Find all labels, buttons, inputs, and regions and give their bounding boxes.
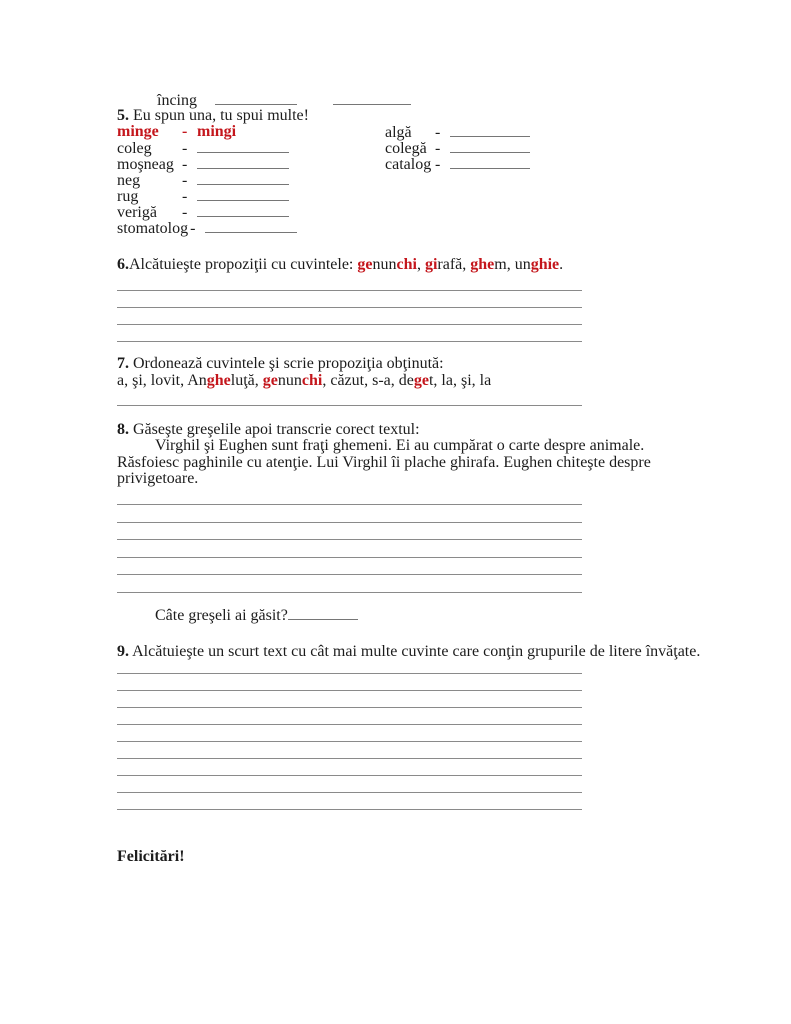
answer-blank: [288, 607, 358, 620]
text-segment: nun: [277, 372, 302, 389]
plural-row: [385, 156, 530, 172]
intro-word: încing: [157, 92, 197, 109]
plural-row: [385, 140, 530, 156]
text-segment: ghe: [470, 256, 495, 273]
text-segment: 5.: [117, 107, 129, 124]
example-plural: mingi: [197, 123, 237, 140]
text-segment: Ordonează cuvintele şi scrie propoziţia obţinută:: [129, 355, 444, 372]
answer-blank: [450, 140, 530, 153]
text-segment: ge: [262, 372, 278, 389]
singular-word: stomatolog: [117, 220, 189, 237]
text-segment: chi: [301, 372, 323, 389]
answer-blank: [205, 220, 297, 233]
exercise9-answer-lines: [117, 657, 582, 810]
dash: -: [182, 188, 188, 205]
text-segment: luţă,: [230, 372, 263, 389]
dash: -: [190, 220, 196, 237]
answer-line: [117, 558, 582, 576]
mistake-count-question: Câte greşeli ai găsit?: [155, 606, 288, 624]
answer-line: [117, 488, 582, 506]
singular-word: neg: [117, 172, 141, 189]
plural-row: [117, 188, 587, 204]
answer-blank: [215, 92, 297, 105]
answer-line: [117, 691, 582, 708]
text-segment: ge: [413, 372, 429, 389]
dash: -: [182, 172, 188, 189]
intro-row: [117, 92, 587, 108]
exercise8-text-line: privigetoare.: [117, 470, 199, 487]
answer-line: [117, 291, 582, 308]
answer-blank: [197, 204, 289, 217]
text-segment: chi: [396, 256, 417, 273]
text-segment: , un: [506, 256, 531, 273]
plural-row: [117, 204, 587, 220]
answer-line: [117, 725, 582, 742]
text-segment: ge: [357, 256, 373, 273]
answer-line: [117, 523, 582, 541]
plural-row: [117, 220, 587, 236]
congratulations-message: Felicitări!: [117, 847, 185, 865]
answer-line: [117, 708, 582, 725]
dash: -: [182, 204, 188, 221]
dash: -: [182, 156, 188, 173]
exercise7-heading: [117, 355, 587, 372]
answer-line: [117, 308, 582, 325]
text-segment: gi: [424, 256, 438, 273]
text-segment: , căzut, s-a, de: [322, 372, 414, 389]
dash: -: [182, 123, 188, 140]
answer-blank: [333, 92, 411, 105]
text-segment: Alcătuieşte un scurt text cu cât mai multe cuvinte care conţin grupurile de litere învăţate.: [129, 642, 701, 660]
text-segment: t, la, şi, la: [428, 372, 492, 389]
singular-word: rug: [117, 188, 139, 205]
answer-blank: [450, 156, 530, 169]
exercise5-right-column: [385, 124, 530, 172]
plural-row: [117, 172, 587, 188]
exercise7-answer-lines: [117, 389, 582, 406]
text-segment: 9.: [117, 642, 129, 660]
text-segment: 7.: [117, 355, 129, 372]
answer-line: [117, 674, 582, 691]
answer-line: [117, 325, 582, 342]
exercise8-text-line: Virghil şi Eughen sunt fraţi ghemeni. Ei au cumpărat o carte despre animale.: [155, 437, 645, 454]
exercise6-answer-lines: [117, 274, 582, 342]
answer-blank: [197, 156, 289, 169]
example-singular: minge: [117, 123, 159, 140]
singular-word: coleg: [117, 140, 152, 157]
text-segment: a, şi, lovit, An: [117, 372, 207, 389]
exercise5-word-list: [117, 124, 587, 236]
answer-blank: [450, 124, 530, 137]
exercise6-heading: [117, 256, 587, 274]
text-segment: Găseşte greşelile apoi transcrie corect textul:: [129, 421, 420, 438]
dash: -: [182, 140, 188, 157]
answer-line: [117, 389, 582, 406]
exercise7-block: [117, 355, 587, 389]
answer-line: [117, 759, 582, 776]
text-segment: .: [559, 256, 564, 273]
exercise8-text: [117, 437, 651, 488]
plural-row: [385, 124, 530, 140]
answer-blank: [197, 172, 289, 185]
text-segment: rafă: [437, 256, 463, 273]
answer-line: [117, 575, 582, 593]
text-segment: ,: [462, 256, 471, 273]
answer-line: [117, 505, 582, 523]
singular-word: verigă: [117, 204, 157, 221]
exercise8-answer-lines: [117, 488, 582, 593]
exercise9-heading: [117, 642, 701, 660]
text-segment: nun: [372, 256, 397, 273]
answer-line: [117, 274, 582, 291]
answer-line: [117, 793, 582, 810]
answer-blank: [197, 188, 289, 201]
exercise8-heading: [117, 421, 587, 438]
text-segment: ghe: [206, 372, 231, 389]
exercise7-word-list: [117, 372, 587, 389]
answer-blank: [197, 140, 289, 153]
mistake-count-row: [117, 607, 587, 624]
answer-line: [117, 742, 582, 759]
text-segment: ghie: [530, 256, 560, 273]
exercise8-text-line: Răsfoiesc paghinile cu atenţie. Lui Virghil îi plache ghirafa. Eughen chiteşte despre: [117, 453, 651, 471]
singular-word: algă: [385, 124, 412, 141]
text-segment: 6.: [117, 256, 129, 273]
singular-word: moşneag: [117, 156, 174, 173]
text-segment: 8.: [117, 421, 129, 438]
answer-line: [117, 776, 582, 793]
text-segment: ,: [416, 256, 425, 273]
answer-line: [117, 540, 582, 558]
dash: -: [435, 124, 441, 141]
text-segment: m: [494, 256, 507, 273]
exercise5-heading: [117, 108, 587, 124]
dash: -: [435, 140, 441, 157]
text-segment: Eu spun una, tu spui multe!: [129, 107, 309, 124]
singular-word: colegă: [385, 140, 427, 157]
dash: -: [435, 156, 441, 173]
text-segment: Alcătuieşte propoziţii cu cuvintele:: [129, 256, 358, 273]
worksheet-content: [117, 92, 701, 866]
singular-word: catalog: [385, 156, 432, 173]
